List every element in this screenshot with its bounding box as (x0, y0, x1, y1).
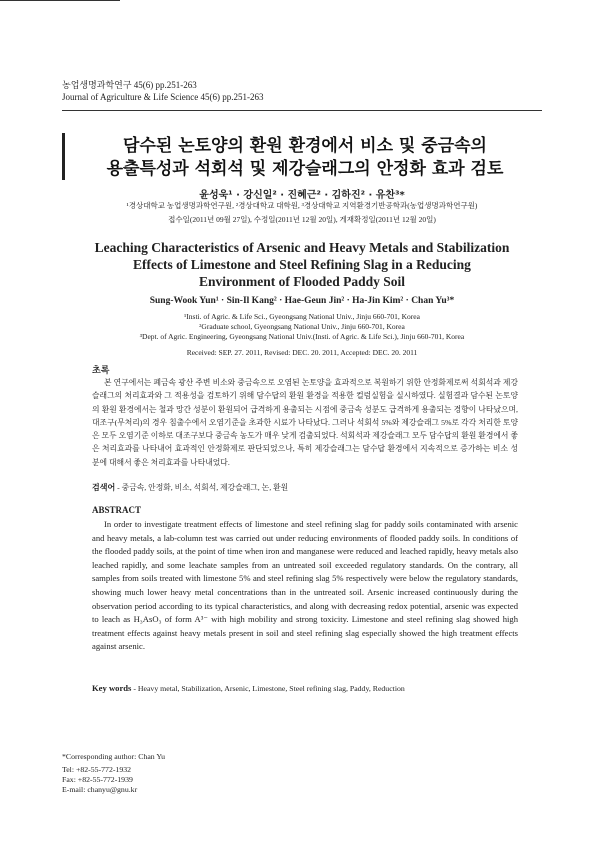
journal-citation-korean: 농업생명과학연구 45(6) pp.251-263 (62, 80, 197, 90)
korean-authors: 윤성욱¹ · 강신일² · 진혜근² · 김하진² · 유찬³* (199, 190, 405, 201)
korean-keywords-label: 검색어 (92, 483, 116, 492)
corresponding-author: *Corresponding author: Chan Yu (62, 752, 166, 761)
title-accent-bar (62, 133, 65, 180)
english-keywords-value: - Heavy metal, Stabilization, Arsenic, Limestone, Steel refining slag, Paddy, Reduction (131, 684, 405, 693)
english-dates: Received: SEP. 27. 2011, Revised: DEC. 20. 2011, Accepted: DEC. 20. 2011 (186, 348, 418, 357)
korean-abstract-body: 본 연구에서는 폐금속 광산 주변 비소와 중금속으로 오염된 논토양을 효과적으로 복원하기 위한 안정화제로써 석회석과 제강슬래그의 처리효과와 그 적용성을 검토하기 위해 담수답의 환원 환경을 적용한 컬럼실험을 실시하였다. 실험결과 담수된 논토양의 환원 환경에서는 철과 망간 성분이 환원되어 급격하게 용출되는 시점에 중금속 성분도 급격하게 용출되는 경향이 나타났으며, 대조구(무처리)의 경우 침출수에서 오염기준을 초과한 시료가 나타났다. 그러나 석회석 5%와 제강슬래그 5%로 각각 처리한 토양은 모두 오염기준 이하로 대조구보다 중금속 농도가 매우 낮게 검출되었다. 석회석과 제강슬래그 모두 담수답의 환원 환경에서 좋은 처리효과를 나타내어 효과적인 안정화제로 판단되었으나, 특히 제강슬래그는 담수답 환경에서 지속적으로 증가하는 비소 성분에 대해서 좋은 처리효과를 나타내었다. (92, 378, 518, 467)
english-title-line3: Environment of Flooded Paddy Soil (198, 274, 406, 289)
korean-keywords-value: - 중금속, 안정화, 비소, 석회석, 제강슬래그, 논, 환원 (115, 483, 289, 492)
corresponding-tel: Tel: +82-55-772-1932 (62, 765, 132, 774)
english-keywords-label: Key words (92, 683, 132, 693)
header-divider (62, 110, 542, 111)
korean-title-line2: 용출특성과 석회석 및 제강슬래그의 안정화 효과 검토 (106, 159, 504, 179)
korean-keywords (92, 482, 522, 493)
english-affiliation-3: ³Dept. of Agric. Engineering, Gyeongsang National Univ.(Insti. of Agric. & Life Sci.), Jinju 660-701, Korea (139, 332, 465, 341)
english-abstract-heading: ABSTRACT (92, 505, 142, 515)
korean-title-line1: 담수된 논토양의 환원 환경에서 비소 및 중금속의 (123, 136, 487, 156)
corresponding-fax: Fax: +82-55-772-1939 (62, 775, 133, 784)
english-affiliation-2: ²Graduate school, Gyeongsang National Univ., Jinju 660-701, Korea (199, 322, 405, 331)
journal-citation-english: Journal of Agriculture & Life Science 45(6) pp.251-263 (62, 92, 264, 102)
korean-dates: 접수일(2011년 09월 27일), 수정일(2011년 12월 20일), 게재확정일(2011년 12월 20일) (168, 215, 436, 224)
english-title-line1: Leaching Characteristics of Arsenic and Heavy Metals and Stabilization (94, 240, 510, 255)
english-abstract-body: In order to investigate treatment effects of limestone and steel refining slag for paddy soils contaminated with arsenic and heavy metals, a lab-column test was carried out under reducing environments of flooded paddy soils. In conditions of the flooded paddy soils, at the point of time when iron and manganese were reduced and leached rapidly, heavy metals also leached rapidly, and some leachate samples from an untreated soil exceeded regulatory standards. On the contrary, all samples from soils treated with limestone 5% and steel refining slag 5% respectively were below the regulatory standards, showing much lower heavy metal concentrations than in the untreated soil. Arsenic increased continuously during the observation period according to its typical characteristics, and along with decreasing redox potential, arsenic was expected to leach as H₃AsO₃ of form A³⁻ with high mobility and strong toxicity. Limestone and steel refining slag showed high treatment effects against heavy metals present in soil and steel refining slag especially showed the high treatment effects against arsenic. (92, 519, 518, 652)
english-affiliation-1: ¹Insti. of Agric. & Life Sci., Gyeongsang National Univ., Jinju 660-701, Korea (184, 312, 420, 321)
english-title-line2: Effects of Limestone and Steel Refining Slag in a Reducing (133, 257, 471, 272)
korean-affiliations: ¹경상대학교 농업생명과학연구원, ²경상대학교 대학원, ³경상대학교 지역환경기반공학과(농업생명과학연구원) (126, 201, 478, 210)
english-authors: Sung-Wook Yun¹ · Sin-Il Kang² · Hae-Geun Jin² · Ha-Jin Kim² · Chan Yu³* (149, 296, 455, 306)
korean-abstract-heading: 초록 (92, 366, 110, 376)
corresponding-email: E-mail: chanyu@gnu.kr (62, 785, 138, 794)
footnote-divider (0, 0, 120, 1)
english-keywords (92, 683, 522, 693)
